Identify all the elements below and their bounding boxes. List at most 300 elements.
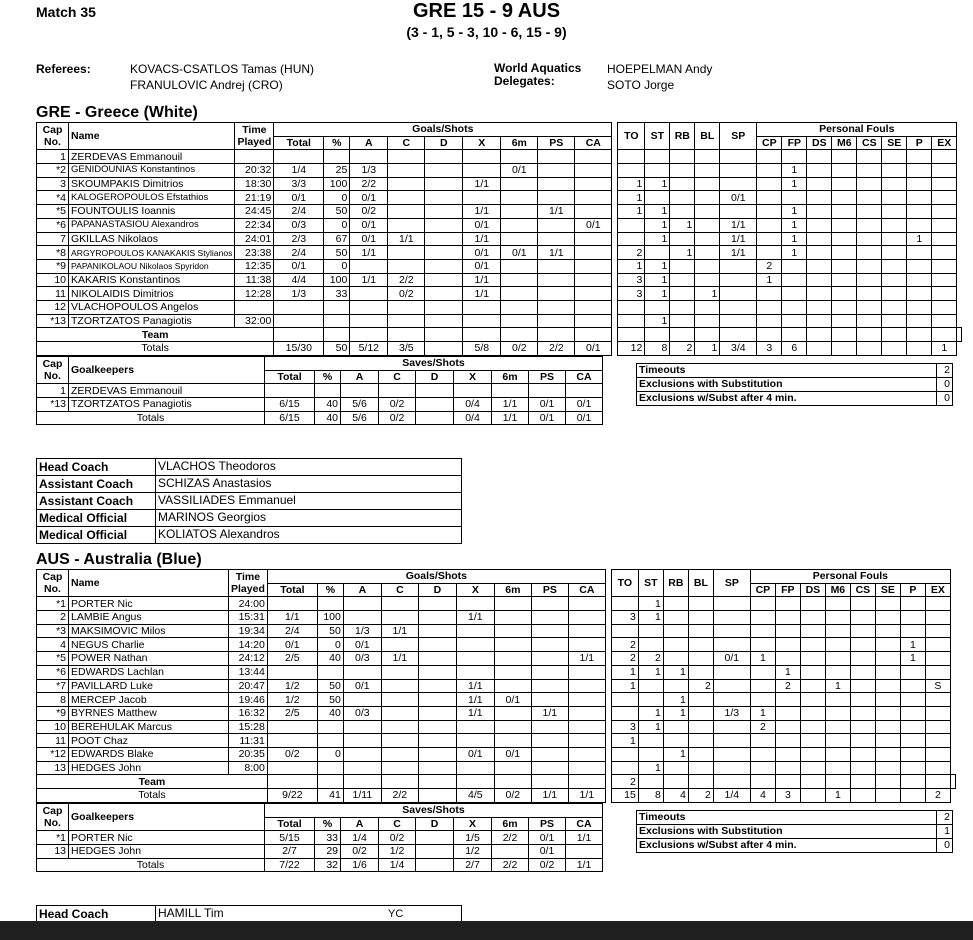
goals-cell xyxy=(575,205,612,219)
header-ca: CA xyxy=(575,136,612,150)
stat-cell xyxy=(750,747,775,761)
stat-cell xyxy=(832,300,857,314)
goals-cell xyxy=(538,273,575,287)
goals-cell xyxy=(324,300,350,314)
gk-header-d: D xyxy=(416,370,454,384)
goals-cell xyxy=(538,300,575,314)
stat-cell xyxy=(775,706,800,720)
gk-totals-cell: 1/1 xyxy=(492,411,529,425)
player-row xyxy=(37,720,956,734)
stat-cell: 1 xyxy=(782,232,807,246)
goals-cell: 1/1 xyxy=(463,205,501,219)
gk-header-cap-1: Cap xyxy=(42,358,63,371)
gk-totals-cell xyxy=(416,858,454,872)
stat-cell: 1 xyxy=(757,273,782,287)
goals-cell xyxy=(568,747,605,761)
goals-cell xyxy=(418,624,456,638)
player-row xyxy=(37,191,962,205)
gk-cell xyxy=(341,384,379,398)
gk-totals-cell: 40 xyxy=(315,411,341,425)
player-cap: *1 xyxy=(37,597,69,611)
stat-cell: 2 xyxy=(688,679,713,693)
stat-cell xyxy=(807,314,832,328)
player-cap: *9 xyxy=(37,259,69,273)
totals-cell: 0/2 xyxy=(494,789,531,803)
goalkeeper-row xyxy=(37,831,603,845)
stat-cell: 1 xyxy=(638,665,663,679)
stat-cell xyxy=(907,177,932,191)
stat-cell: 2 xyxy=(638,652,663,666)
goals-cell xyxy=(575,287,612,301)
stat-cell: 1 xyxy=(638,761,663,775)
team-cell xyxy=(782,328,807,342)
stat-cell xyxy=(807,300,832,314)
stat-cell xyxy=(850,611,875,625)
goals-cell xyxy=(381,734,418,748)
stat-cell xyxy=(688,597,713,611)
stat-cell xyxy=(850,652,875,666)
goals-cell: 67 xyxy=(324,232,350,246)
goals-cell xyxy=(388,177,425,191)
stat-cell xyxy=(925,747,950,761)
player-row xyxy=(37,706,956,720)
totals-cell: 2/2 xyxy=(381,789,418,803)
player-row xyxy=(37,679,956,693)
header-6m: 6m xyxy=(494,583,531,597)
stat-cell xyxy=(713,638,750,652)
stat-cell xyxy=(807,164,832,178)
goals-cell: 0/3 xyxy=(343,706,381,720)
team-cell xyxy=(932,328,957,342)
stat-cell xyxy=(775,597,800,611)
gk-header-cap-2: No. xyxy=(44,817,61,830)
stat-cell xyxy=(663,611,688,625)
goals-cell xyxy=(267,597,317,611)
goals-cell xyxy=(494,706,531,720)
goals-cell xyxy=(501,191,538,205)
goals-cell: 33 xyxy=(324,287,350,301)
goals-cell xyxy=(343,665,381,679)
header-cap xyxy=(37,123,69,150)
goals-cell xyxy=(538,218,575,232)
stat-cell xyxy=(882,273,907,287)
goals-cell xyxy=(531,720,568,734)
player-name: EDWARDS Blake xyxy=(69,747,229,761)
stat-cell xyxy=(611,747,638,761)
stat-cell: 1/1 xyxy=(720,246,757,260)
goals-cell xyxy=(418,652,456,666)
stat-cell xyxy=(775,638,800,652)
goals-cell xyxy=(274,314,324,328)
goalkeeper-row xyxy=(37,384,603,398)
stat-cell xyxy=(750,665,775,679)
goals-cell xyxy=(568,693,605,707)
player-time: 20:47 xyxy=(229,679,268,693)
player-name: GENIDOUNIAS Konstantinos xyxy=(69,164,235,178)
stat-cell xyxy=(932,164,957,178)
gk-cell: 0/1 xyxy=(529,831,566,845)
goals-cell xyxy=(267,720,317,734)
player-row xyxy=(37,177,962,191)
staff-row xyxy=(37,459,462,476)
stat-cell: 1 xyxy=(663,706,688,720)
goals-cell xyxy=(494,652,531,666)
stat-cell xyxy=(900,747,925,761)
goals-cell xyxy=(317,597,343,611)
gk-cell: 2/2 xyxy=(492,831,529,845)
stat-cell xyxy=(713,624,750,638)
stat-cell xyxy=(782,150,807,164)
player-name: LAMBIE Angus xyxy=(69,611,229,625)
stat-cell xyxy=(807,246,832,260)
stat-cell xyxy=(850,693,875,707)
totals-cell: 3/4 xyxy=(720,342,757,356)
gk-cell: 40 xyxy=(315,397,341,411)
totals-row xyxy=(37,342,962,356)
player-name: HEDGES John xyxy=(69,761,229,775)
header-ca: CA xyxy=(568,583,605,597)
stat-cell xyxy=(832,177,857,191)
stat-cell xyxy=(882,287,907,301)
stat-cell xyxy=(925,693,950,707)
stat-cell xyxy=(875,597,900,611)
team-cell xyxy=(317,775,343,789)
stat-cell xyxy=(611,761,638,775)
stat-cell xyxy=(857,273,882,287)
goals-cell: 1/1 xyxy=(350,246,388,260)
stat-cell xyxy=(638,679,663,693)
stat-cell xyxy=(925,761,950,775)
goals-cell xyxy=(418,638,456,652)
stat-cell: 1 xyxy=(907,232,932,246)
team-cell xyxy=(950,775,955,789)
header-cap-1: Cap xyxy=(42,124,63,137)
player-cap: *6 xyxy=(37,218,69,232)
totals-cell: 3 xyxy=(757,342,782,356)
stat-cell xyxy=(750,734,775,748)
staff-role: Medical Official xyxy=(37,510,156,527)
stat-cell xyxy=(750,611,775,625)
gk-cell: 0/1 xyxy=(529,397,566,411)
gk-cell: 29 xyxy=(315,844,341,858)
stat-cell xyxy=(825,624,850,638)
stat-cell xyxy=(857,314,882,328)
goals-cell xyxy=(324,314,350,328)
player-name: PAVILLARD Luke xyxy=(69,679,229,693)
stat-cell: 1/1 xyxy=(720,218,757,232)
player-time: 16:32 xyxy=(229,706,268,720)
gk-header-6m: 6m xyxy=(492,817,529,831)
gk-cell xyxy=(454,384,492,398)
delegates-label-2: Delegates: xyxy=(494,74,555,88)
goals-cell: 1/1 xyxy=(463,177,501,191)
stat-cell xyxy=(618,164,645,178)
gk-name: PORTER Nic xyxy=(69,831,265,845)
stat-cell xyxy=(670,164,695,178)
stat-cell xyxy=(832,314,857,328)
team-cell xyxy=(388,328,425,342)
stat-cell xyxy=(875,734,900,748)
exclusions-sub-row-label: Exclusions with Substitution xyxy=(637,824,937,838)
header-ex: EX xyxy=(932,136,957,150)
goals-cell xyxy=(388,150,425,164)
stat-cell: 3 xyxy=(618,287,645,301)
team-cell xyxy=(274,328,324,342)
stat-cell xyxy=(757,205,782,219)
timeouts-row xyxy=(637,363,953,377)
goals-cell xyxy=(418,706,456,720)
stat-cell xyxy=(688,611,713,625)
goals-cell xyxy=(494,761,531,775)
stat-cell xyxy=(807,150,832,164)
goals-cell xyxy=(381,747,418,761)
goals-cell: 0/3 xyxy=(274,218,324,232)
goals-cell xyxy=(381,638,418,652)
gk-header-cap xyxy=(37,356,69,383)
stat-cell: 2 xyxy=(775,679,800,693)
team-cell xyxy=(832,328,857,342)
stat-cell xyxy=(663,734,688,748)
player-row xyxy=(37,205,962,219)
goals-cell: 1/1 xyxy=(267,611,317,625)
player-cap: *4 xyxy=(37,191,69,205)
goals-cell xyxy=(568,761,605,775)
staff-row xyxy=(37,493,462,510)
team-cell xyxy=(825,775,850,789)
stat-cell xyxy=(857,232,882,246)
goals-cell xyxy=(274,300,324,314)
stat-cell xyxy=(907,259,932,273)
totals-cell: 50 xyxy=(324,342,350,356)
stat-cell xyxy=(932,232,957,246)
header-time xyxy=(229,570,268,597)
goals-cell xyxy=(463,314,501,328)
stat-cell xyxy=(925,665,950,679)
totals-cell: 8 xyxy=(645,342,670,356)
goals-cell xyxy=(350,259,388,273)
staff-role: Medical Official xyxy=(37,527,156,544)
gk-cell: 0/2 xyxy=(379,831,416,845)
goals-cell: 1/2 xyxy=(267,693,317,707)
gk-header-x: X xyxy=(454,817,492,831)
stat-cell xyxy=(800,706,825,720)
stat-cell xyxy=(695,177,720,191)
exclusions-table xyxy=(636,363,953,406)
team-cell xyxy=(800,775,825,789)
referee-2: FRANULOVIC Andrej (CRO) xyxy=(130,78,283,92)
stat-cell xyxy=(775,624,800,638)
stat-cell xyxy=(757,246,782,260)
stat-cell xyxy=(825,638,850,652)
stat-cell xyxy=(907,300,932,314)
player-name: ZERDEVAS Emmanouil xyxy=(69,150,235,164)
goals-cell: 1/2 xyxy=(267,679,317,693)
goalkeeper-table xyxy=(36,803,603,872)
stat-cell: 1 xyxy=(782,164,807,178)
stat-cell xyxy=(713,734,750,748)
goals-cell xyxy=(388,246,425,260)
stat-cell xyxy=(638,638,663,652)
period-scores: (3 - 1, 5 - 3, 10 - 6, 15 - 9) xyxy=(406,24,567,40)
goals-cell xyxy=(538,287,575,301)
goals-cell xyxy=(425,300,463,314)
goals-cell: 2/3 xyxy=(274,232,324,246)
goals-cell xyxy=(381,693,418,707)
gk-totals-cell: 0/1 xyxy=(529,411,566,425)
goals-cell xyxy=(425,246,463,260)
totals-cell: 15/30 xyxy=(274,342,324,356)
stat-cell xyxy=(800,679,825,693)
timeouts-row-label: Timeouts xyxy=(637,810,937,824)
goals-cell xyxy=(531,597,568,611)
stat-cell xyxy=(807,273,832,287)
player-time: 8:00 xyxy=(229,761,268,775)
stat-cell xyxy=(695,300,720,314)
player-name: SKOUMPAKIS Dimitrios xyxy=(69,177,235,191)
stat-cell xyxy=(907,314,932,328)
referees-label: Referees: xyxy=(36,62,91,76)
stat-cell xyxy=(670,177,695,191)
goals-cell xyxy=(463,150,501,164)
gk-cell: 1/5 xyxy=(454,831,492,845)
player-name: ARGYROPOULOS KANAKAKIS Stylianos xyxy=(69,246,235,260)
gk-cell: 1/1 xyxy=(492,397,529,411)
stat-cell xyxy=(775,734,800,748)
header-bl: BL xyxy=(695,123,720,150)
gk-cell xyxy=(492,384,529,398)
goals-cell: 40 xyxy=(317,706,343,720)
team-cell xyxy=(538,328,575,342)
stat-cell xyxy=(611,706,638,720)
totals-cell xyxy=(875,789,900,803)
stat-cell xyxy=(688,761,713,775)
goals-cell xyxy=(381,597,418,611)
player-time: 23:38 xyxy=(235,246,274,260)
header-ds: DS xyxy=(807,136,832,150)
goals-cell xyxy=(317,761,343,775)
stat-cell xyxy=(645,164,670,178)
goals-cell xyxy=(388,164,425,178)
player-cap: 8 xyxy=(37,693,69,707)
player-cap: 10 xyxy=(37,720,69,734)
stat-cell xyxy=(932,177,957,191)
goals-cell xyxy=(317,720,343,734)
goals-cell xyxy=(456,720,494,734)
stat-cell xyxy=(800,652,825,666)
goals-cell: 1/1 xyxy=(538,205,575,219)
stat-cell xyxy=(882,150,907,164)
team-cell xyxy=(568,775,605,789)
goals-cell xyxy=(568,679,605,693)
stat-cell: 1 xyxy=(663,665,688,679)
player-cap: 7 xyxy=(37,232,69,246)
team-cell xyxy=(381,775,418,789)
team-cell xyxy=(757,328,782,342)
player-name: FOUNTOULIS Ioannis xyxy=(69,205,235,219)
totals-cell: 1/1 xyxy=(531,789,568,803)
team-title: GRE - Greece (White) xyxy=(36,104,198,121)
staff-name-cell xyxy=(156,527,462,544)
goals-cell: 1/1 xyxy=(381,652,418,666)
gk-cell xyxy=(416,384,454,398)
exclusions-sub4-row-label: Exclusions w/Subst after 4 min. xyxy=(637,838,937,852)
goals-cell xyxy=(538,232,575,246)
header-se: SE xyxy=(882,136,907,150)
stat-cell: 1 xyxy=(782,177,807,191)
team-cell xyxy=(267,775,317,789)
stat-cell xyxy=(713,693,750,707)
totals-cell: 0/2 xyxy=(501,342,538,356)
team-row xyxy=(37,775,956,789)
gk-totals-cell: 32 xyxy=(315,858,341,872)
stat-cell xyxy=(688,652,713,666)
stat-cell xyxy=(857,205,882,219)
totals-label: Totals xyxy=(37,342,274,356)
stat-cell xyxy=(663,679,688,693)
goals-cell xyxy=(388,191,425,205)
player-cap: *2 xyxy=(37,164,69,178)
player-row xyxy=(37,747,956,761)
stat-cell xyxy=(757,191,782,205)
player-time: 15:28 xyxy=(229,720,268,734)
goals-cell xyxy=(418,665,456,679)
staff-role: Head Coach xyxy=(37,906,156,923)
player-name: PAPANIKOLAOU Nikolaos Spyridon xyxy=(69,259,235,273)
totals-cell: 6 xyxy=(782,342,807,356)
team-cell xyxy=(850,775,875,789)
player-time: 13:44 xyxy=(229,665,268,679)
exclusions-sub-row-label: Exclusions with Substitution xyxy=(637,377,937,391)
header-name: Name xyxy=(69,123,235,150)
goals-cell xyxy=(494,665,531,679)
stat-cell xyxy=(875,761,900,775)
player-row xyxy=(37,314,962,328)
stat-cell xyxy=(775,611,800,625)
team-label: Team xyxy=(37,775,268,789)
player-cap: 11 xyxy=(37,734,69,748)
player-time: 19:46 xyxy=(229,693,268,707)
goals-cell: 1/1 xyxy=(388,232,425,246)
goals-cell: 1/1 xyxy=(381,624,418,638)
stat-cell xyxy=(695,164,720,178)
stat-cell xyxy=(663,761,688,775)
timeouts-row-value: 2 xyxy=(937,363,953,377)
stat-cell xyxy=(850,720,875,734)
goals-cell xyxy=(501,232,538,246)
goals-cell: 1/1 xyxy=(463,232,501,246)
staff-name-cell xyxy=(156,476,462,493)
stat-cell xyxy=(695,259,720,273)
player-row xyxy=(37,665,956,679)
stat-cell: 0/1 xyxy=(720,191,757,205)
goals-cell xyxy=(494,611,531,625)
stat-cell xyxy=(857,150,882,164)
stat-cell xyxy=(670,314,695,328)
header-p: P xyxy=(907,136,932,150)
stat-cell xyxy=(857,164,882,178)
stat-cell: 1 xyxy=(775,665,800,679)
goals-cell xyxy=(501,300,538,314)
goals-cell xyxy=(531,747,568,761)
stat-cell xyxy=(720,259,757,273)
gk-totals-cell: 0/2 xyxy=(379,411,416,425)
stat-cell xyxy=(825,665,850,679)
goals-cell xyxy=(350,300,388,314)
stat-cell: 1 xyxy=(663,747,688,761)
stat-cell xyxy=(611,597,638,611)
goals-cell: 3/3 xyxy=(274,177,324,191)
stat-cell xyxy=(882,218,907,232)
